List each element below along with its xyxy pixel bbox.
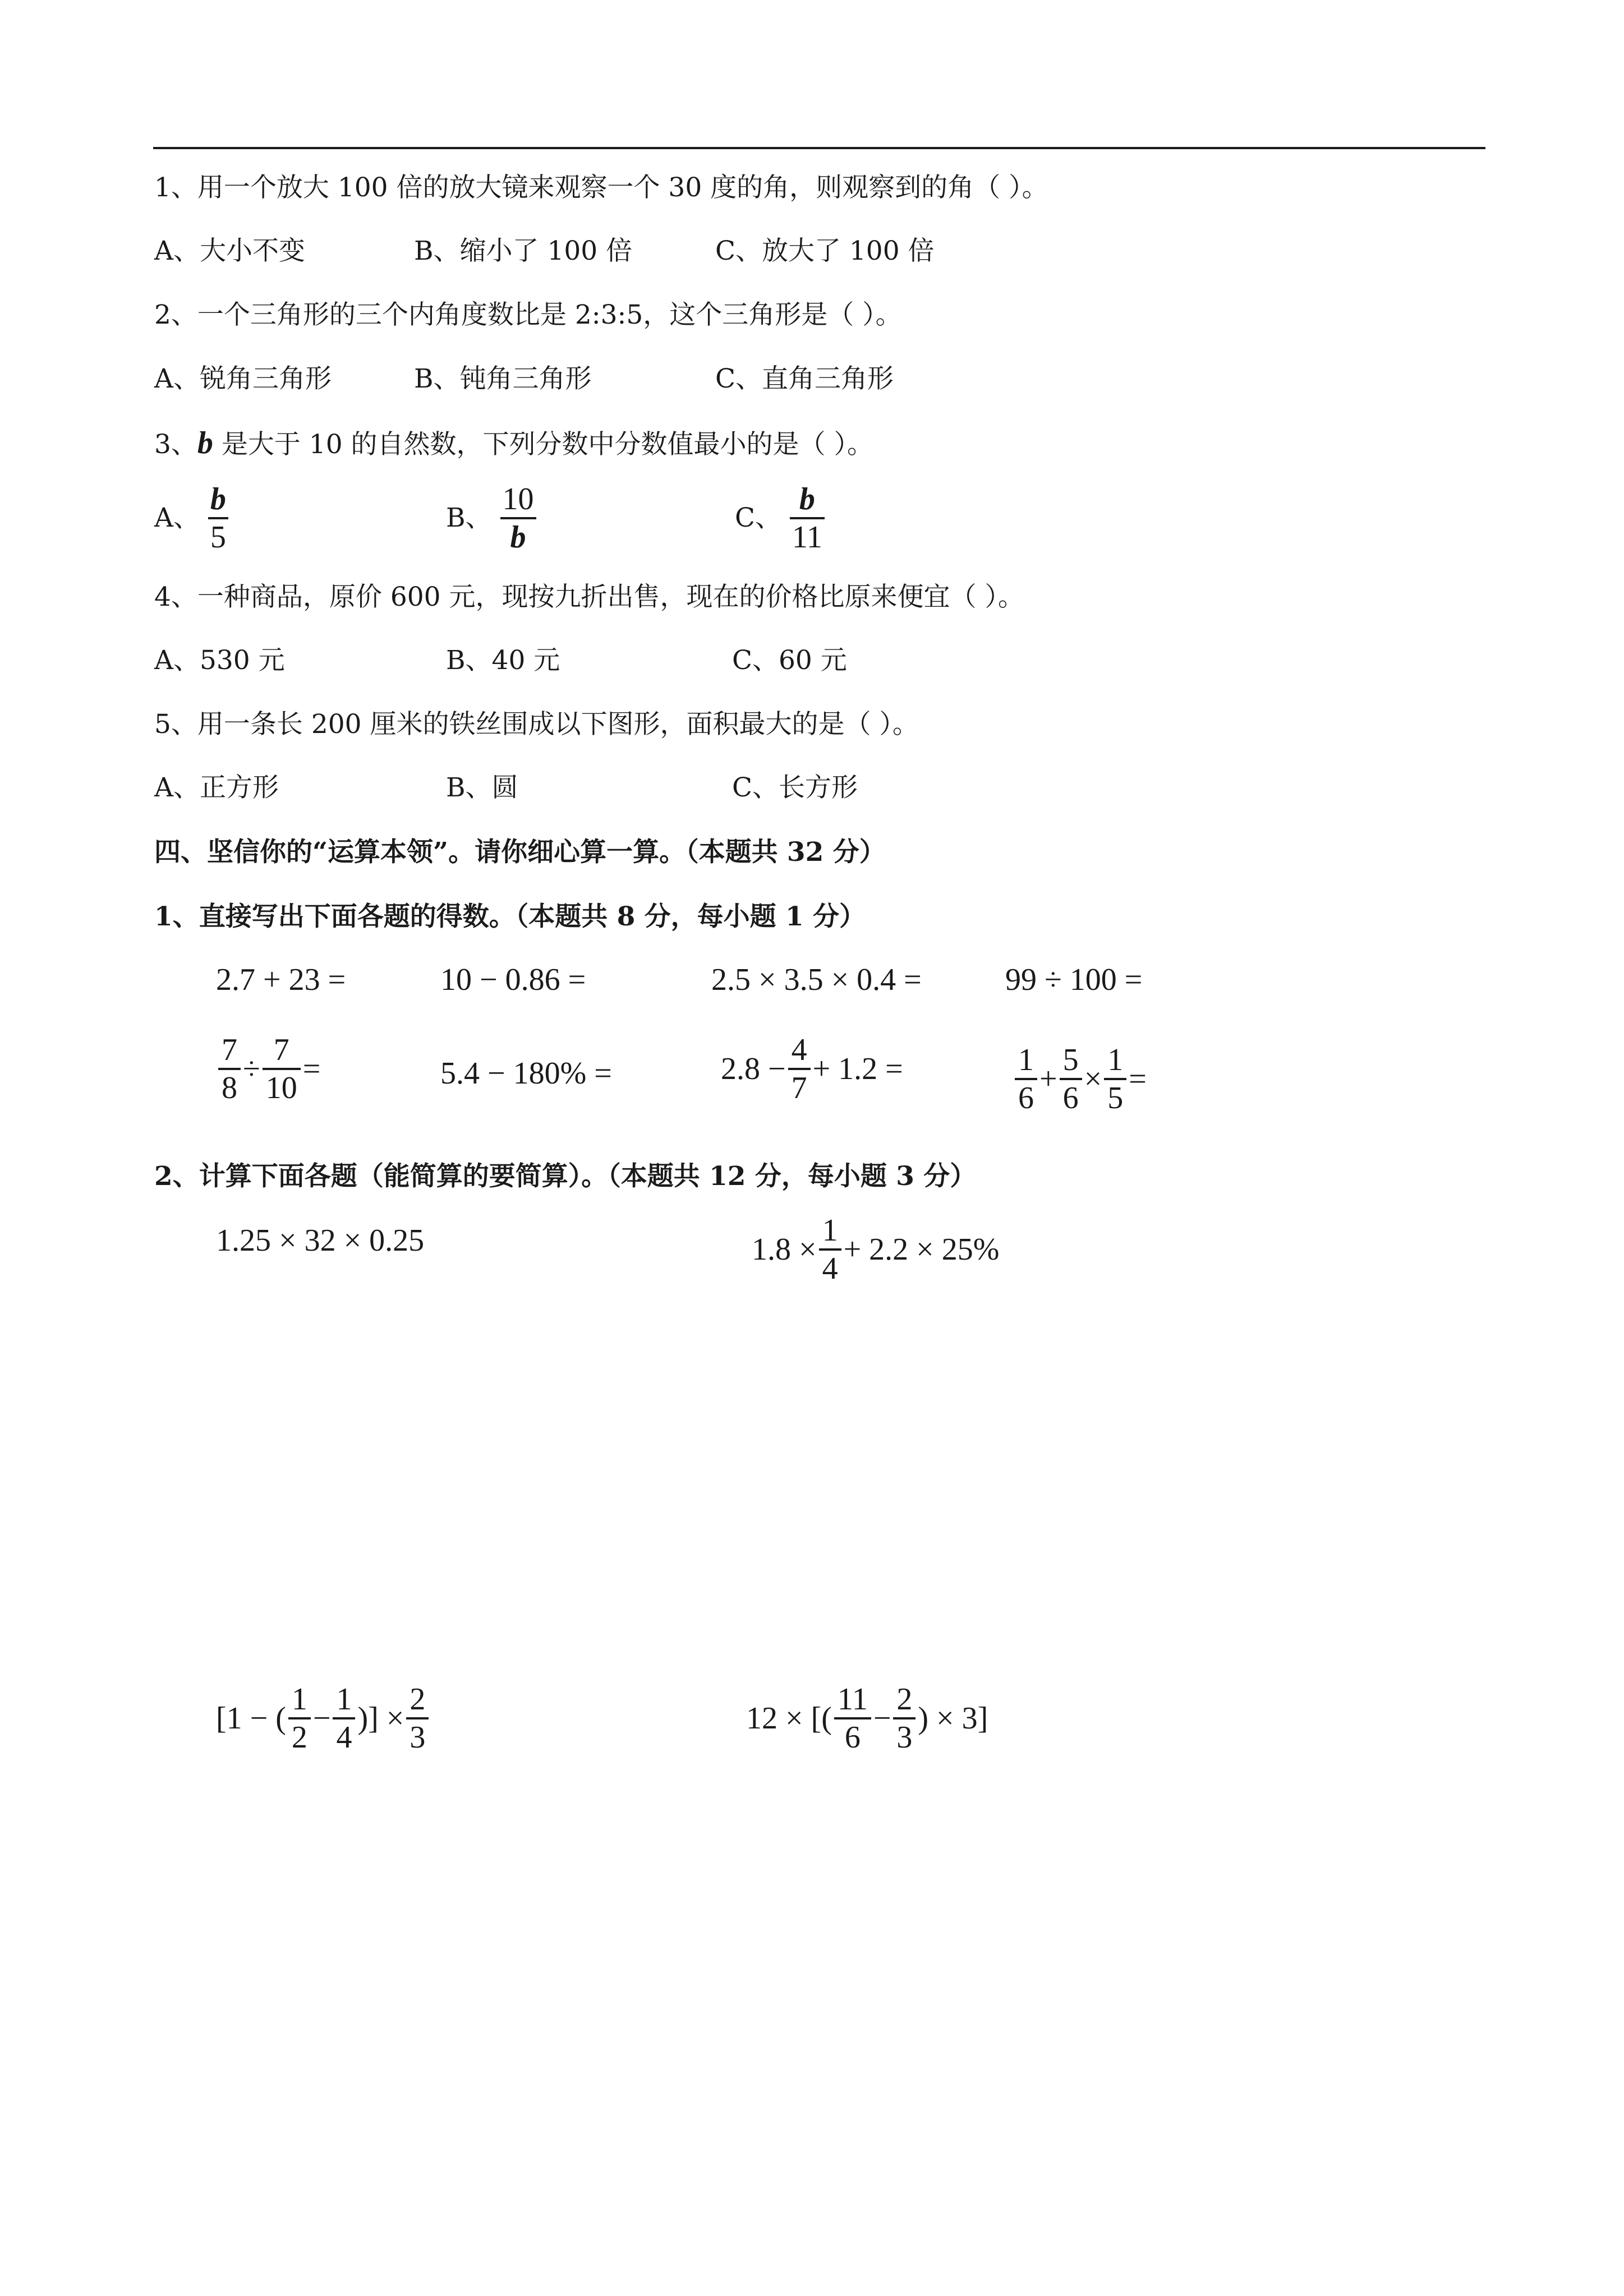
equals: = xyxy=(302,1052,321,1086)
question-5-stem: 5、用一条长 200 厘米的铁丝围成以下图形，面积最大的是（ ）。 xyxy=(154,709,919,740)
numerator: 7 xyxy=(222,1032,237,1067)
calc-problem-4 xyxy=(746,1681,988,1755)
oral-calc-2: 10 − 0.86 = xyxy=(440,962,586,997)
oral-calc-1: 2.7 + 23 = xyxy=(216,962,346,997)
fraction xyxy=(218,1032,241,1106)
question-2-option-c: C、直角三角形 xyxy=(715,363,894,394)
numerator: 4 xyxy=(791,1032,807,1067)
question-5-option-b: B、圆 xyxy=(446,772,518,803)
expression-suffix: + 1.2 = xyxy=(812,1052,903,1086)
fraction xyxy=(819,1212,841,1287)
fraction xyxy=(1015,1042,1037,1116)
question-3-variable: b xyxy=(197,426,213,460)
expression-suffix: + 2.2 × 25% xyxy=(843,1232,1000,1267)
fraction xyxy=(788,1032,811,1106)
oral-calc-4: 99 ÷ 100 = xyxy=(1005,962,1143,997)
numerator: b xyxy=(799,482,815,517)
question-2-stem: 2、一个三角形的三个内角度数比是 2:3:5，这个三角形是（ ）。 xyxy=(154,299,902,330)
denominator: 6 xyxy=(844,1720,861,1755)
operator: − xyxy=(312,1701,331,1736)
fraction xyxy=(333,1681,355,1755)
fraction xyxy=(263,1032,301,1106)
numerator: 2 xyxy=(410,1682,426,1717)
question-3-option-c xyxy=(735,481,825,555)
numerator: 5 xyxy=(1062,1043,1079,1077)
fraction-b-over-5 xyxy=(208,481,228,555)
question-5-option-a: A、正方形 xyxy=(154,772,279,803)
operator: − xyxy=(873,1701,891,1736)
oral-calc-8 xyxy=(1013,1042,1147,1116)
denominator: 3 xyxy=(410,1720,426,1755)
question-4-option-b: B、40 元 xyxy=(446,645,560,676)
question-1-stem: 1、用一个放大 100 倍的放大镜来观察一个 30 度的角，则观察到的角（ ）。 xyxy=(154,172,1048,203)
question-3-stem-text: 是大于 10 的自然数，下列分数中分数值最小的是（ ）。 xyxy=(213,429,873,460)
question-1-option-a: A、大小不变 xyxy=(154,236,305,266)
question-3-stem xyxy=(154,426,873,462)
fraction xyxy=(1060,1042,1082,1116)
expression-suffix: ) × 3] xyxy=(918,1701,988,1736)
fraction xyxy=(406,1681,429,1755)
option-b-label: B、 xyxy=(446,502,492,533)
expression-prefix: 2.8 − xyxy=(721,1052,786,1086)
numerator: 1 xyxy=(291,1682,307,1717)
question-1-option-c: C、放大了 100 倍 xyxy=(715,236,935,266)
operator: + xyxy=(1039,1062,1057,1096)
denominator: b xyxy=(510,520,526,555)
expression-prefix: [1 − ( xyxy=(216,1701,286,1736)
question-1-option-b: B、缩小了 100 倍 xyxy=(414,236,633,266)
denominator: 6 xyxy=(1018,1081,1034,1115)
calc-problem-1: 1.25 × 32 × 0.25 xyxy=(216,1223,425,1258)
denominator: 3 xyxy=(896,1720,913,1755)
numerator: 10 xyxy=(502,482,534,517)
section-4-title: 四、坚信你的“运算本领”。请你细心算一算。（本题共 32 分） xyxy=(154,837,886,868)
question-3-option-a xyxy=(154,481,228,555)
operator: ÷ xyxy=(243,1052,260,1086)
question-3-number: 3、 xyxy=(154,429,197,460)
numerator: 2 xyxy=(896,1682,913,1717)
question-4-option-c: C、60 元 xyxy=(732,645,847,676)
fraction xyxy=(1104,1042,1126,1116)
part-1-title: 1、直接写出下面各题的得数。（本题共 8 分，每小题 1 分） xyxy=(154,901,866,932)
option-c-label: C、 xyxy=(735,502,781,533)
question-2-option-a: A、锐角三角形 xyxy=(154,363,332,394)
numerator: 1 xyxy=(1018,1043,1034,1077)
operator: × xyxy=(1084,1062,1102,1096)
denominator: 10 xyxy=(265,1071,297,1105)
denominator: 4 xyxy=(336,1720,352,1755)
oral-calc-7 xyxy=(721,1032,903,1106)
expression-middle: )] × xyxy=(357,1701,404,1736)
oral-calc-6: 5.4 − 180% = xyxy=(440,1056,612,1091)
denominator: 2 xyxy=(291,1720,307,1755)
denominator: 11 xyxy=(792,520,822,555)
denominator: 8 xyxy=(222,1071,237,1105)
question-4-option-a: A、530 元 xyxy=(154,645,285,676)
fraction xyxy=(834,1681,871,1755)
denominator: 5 xyxy=(1107,1081,1124,1115)
numerator: b xyxy=(210,482,226,517)
oral-calc-5 xyxy=(216,1032,320,1106)
question-4-stem: 4、一种商品，原价 600 元，现按九折出售，现在的价格比原来便宜（ ）。 xyxy=(154,582,1024,612)
numerator: 1 xyxy=(822,1213,838,1248)
denominator: 5 xyxy=(210,520,226,555)
denominator: 6 xyxy=(1062,1081,1079,1115)
equals: = xyxy=(1129,1062,1147,1096)
option-a-label: A、 xyxy=(154,502,200,533)
part-2-title: 2、计算下面各题（能简算的要简算）。（本题共 12 分，每小题 3 分） xyxy=(154,1161,977,1192)
fraction xyxy=(288,1681,311,1755)
denominator: 4 xyxy=(822,1251,838,1286)
expression-prefix: 1.8 × xyxy=(752,1232,817,1267)
calc-problem-3 xyxy=(216,1681,431,1755)
fraction-10-over-b xyxy=(500,481,536,555)
fraction-b-over-11 xyxy=(790,481,825,555)
question-2-option-b: B、钝角三角形 xyxy=(414,363,592,394)
header-rule xyxy=(153,147,1485,149)
numerator: 1 xyxy=(336,1682,352,1717)
question-3-option-b xyxy=(446,481,536,555)
numerator: 11 xyxy=(837,1682,868,1717)
numerator: 7 xyxy=(273,1032,289,1067)
calc-problem-2 xyxy=(752,1212,999,1287)
expression-prefix: 12 × [( xyxy=(746,1701,832,1736)
numerator: 1 xyxy=(1107,1043,1124,1077)
oral-calc-3: 2.5 × 3.5 × 0.4 = xyxy=(711,962,922,997)
denominator: 7 xyxy=(791,1071,807,1105)
question-5-option-c: C、长方形 xyxy=(732,772,858,803)
fraction xyxy=(893,1681,915,1755)
